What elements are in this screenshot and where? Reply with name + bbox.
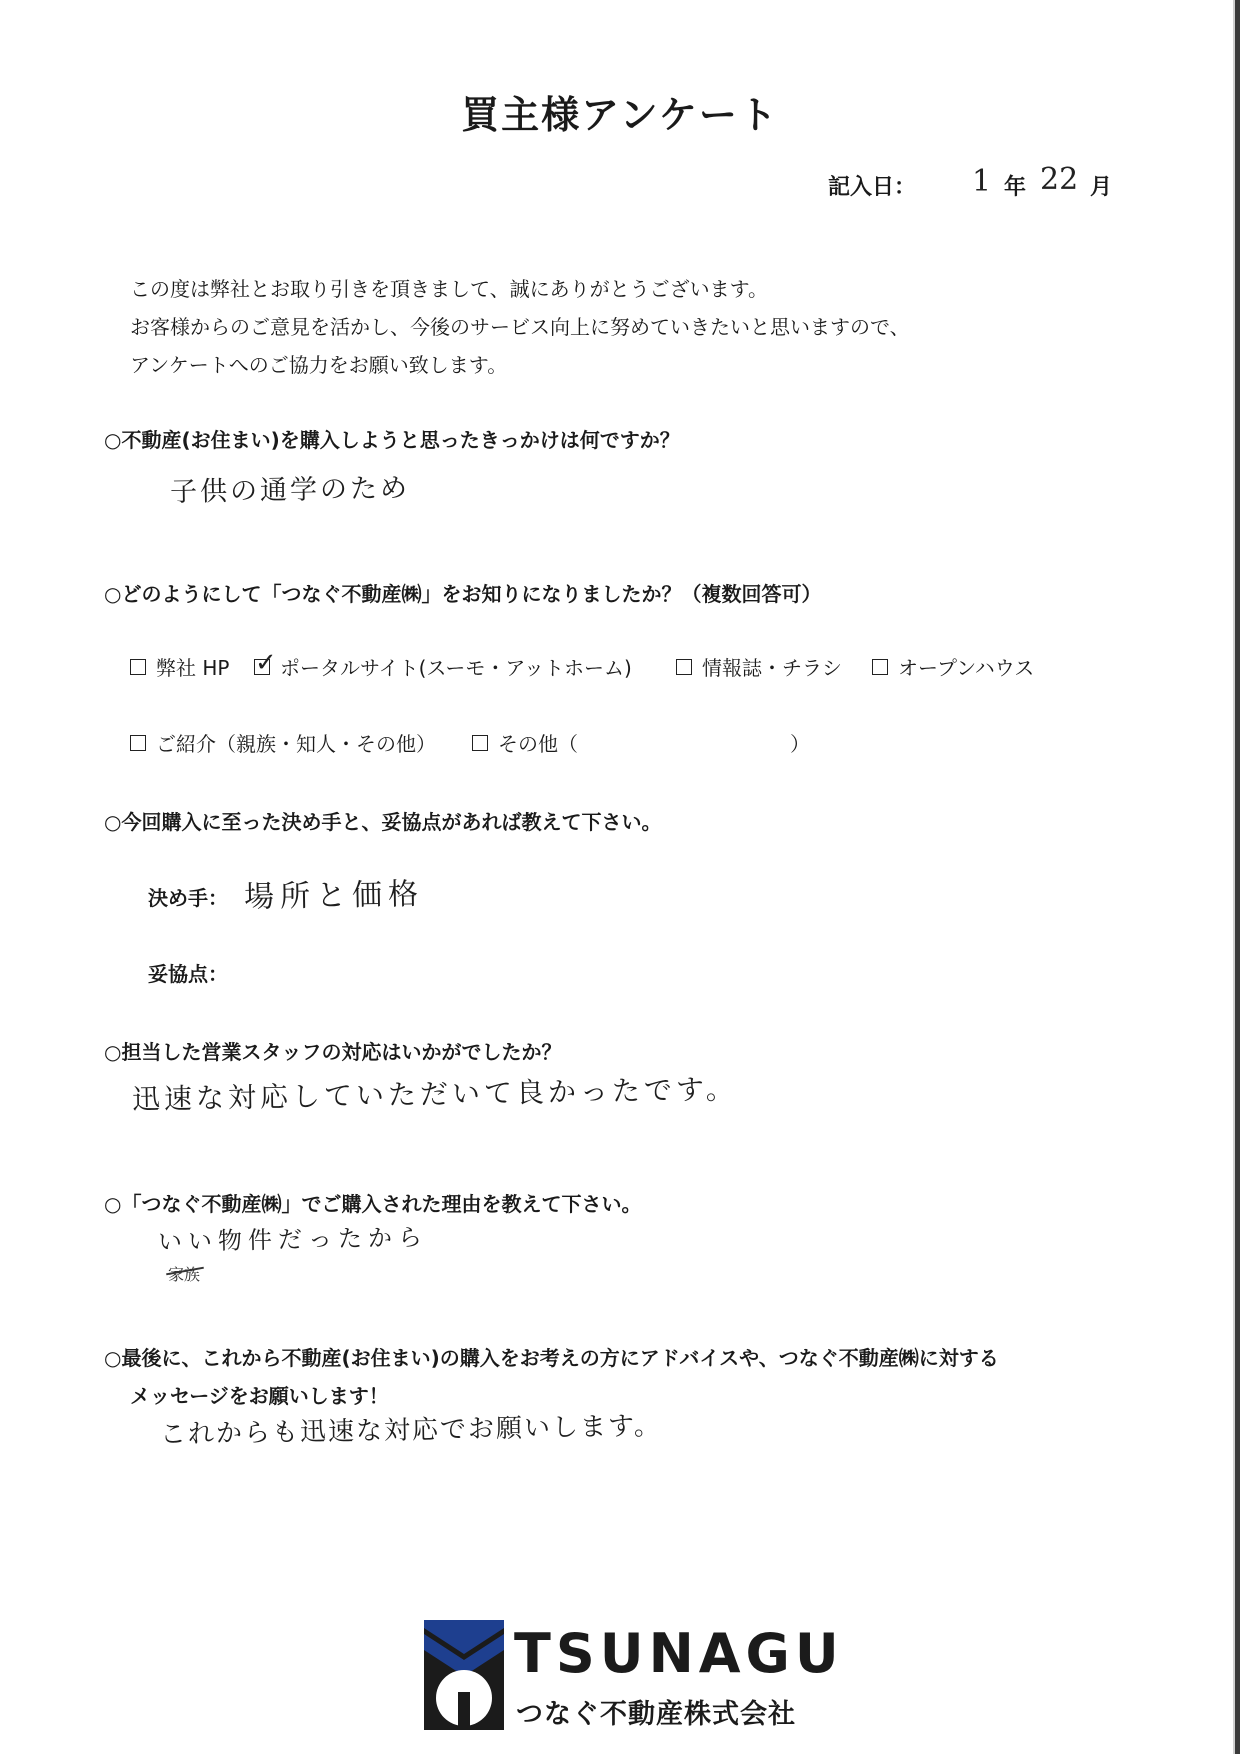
struck-out-text: 家族	[168, 1262, 200, 1285]
option-other-close: ）	[790, 732, 810, 756]
checkbox-icon[interactable]	[472, 735, 488, 751]
option-referral[interactable]	[130, 728, 436, 757]
option-portal-site[interactable]	[254, 647, 632, 681]
question-5: ○「つなぐ不動産㈱」でご購入された理由を教えて下さい。	[104, 1192, 642, 1216]
option-other[interactable]	[472, 728, 578, 757]
checkbox-icon[interactable]	[130, 659, 146, 675]
checkbox-checked-icon[interactable]	[254, 647, 277, 678]
company-logo	[424, 1620, 844, 1730]
scan-edge-dark	[1235, 0, 1240, 1754]
option-website[interactable]	[130, 652, 229, 681]
decider-label: 決め手：	[148, 886, 228, 910]
intro-line: お客様からのご意見を活かし、今後のサービス向上に努めていきたいと思いますので、	[130, 315, 910, 339]
option-label: オープンハウス	[898, 656, 1035, 680]
answer-5-handwritten: いい物件だったから	[157, 1223, 429, 1256]
option-label: ポータルサイト(スーモ・アットホーム)	[280, 656, 632, 680]
checkbox-icon[interactable]	[676, 659, 692, 675]
question-2: ○どのようにして「つなぐ不動産㈱」をお知りになりましたか？（複数回答可）	[104, 582, 822, 606]
answer-6-handwritten: これからも迅速な対応でお願いします。	[159, 1411, 663, 1450]
decider-answer-handwritten: 場所と価格	[243, 876, 425, 915]
option-magazine-flyer[interactable]	[676, 652, 842, 681]
checkbox-icon[interactable]	[130, 735, 146, 751]
year-label: 年	[1004, 175, 1027, 200]
page-title: 買主様アンケート	[461, 93, 779, 137]
question-6: ○最後に、これから不動産(お住まい)の購入をお考えの方にアドバイスや、つなぐ不動産㈱に対する	[104, 1346, 999, 1370]
option-label: 情報誌・チラシ	[702, 656, 842, 680]
answer-4-handwritten: 迅速な対応していただいて良かったです。	[131, 1072, 738, 1116]
answer-1-handwritten: 子供の通学のため	[169, 472, 411, 508]
question-3: ○今回購入に至った決め手と、妥協点があれば教えて下さい。	[104, 810, 662, 834]
option-open-house[interactable]	[872, 652, 1034, 681]
day-handwritten: 22	[1040, 162, 1079, 197]
logo-wordmark: TSUNAGU	[514, 1622, 844, 1685]
logo-house-icon	[424, 1620, 504, 1730]
option-label: その他（	[498, 732, 578, 756]
checkbox-icon[interactable]	[872, 659, 888, 675]
question-1: ○不動産(お住まい)を購入しようと思ったきっかけは何ですか？	[104, 428, 680, 452]
month-handwritten: 1	[972, 164, 992, 199]
option-label: ご紹介（親族・知人・その他）	[156, 732, 436, 756]
month-label: 月	[1090, 175, 1113, 200]
logo-company-name: つなぐ不動産株式会社	[516, 1699, 796, 1730]
intro-line: この度は弊社とお取り引きを頂きまして、誠にありがとうございます。	[130, 277, 768, 301]
question-4: ○担当した営業スタッフの対応はいかがでしたか？	[104, 1040, 562, 1064]
intro-paragraph	[130, 270, 910, 384]
question-6-line2: メッセージをお願いします！	[130, 1384, 389, 1408]
date-label: 記入日：	[828, 175, 917, 200]
intro-line: アンケートへのご協力をお願い致します。	[130, 353, 508, 377]
check-mark-icon: ✓	[255, 647, 277, 678]
compromise-label: 妥協点：	[148, 962, 228, 986]
option-label: 弊社 HP	[156, 656, 230, 680]
